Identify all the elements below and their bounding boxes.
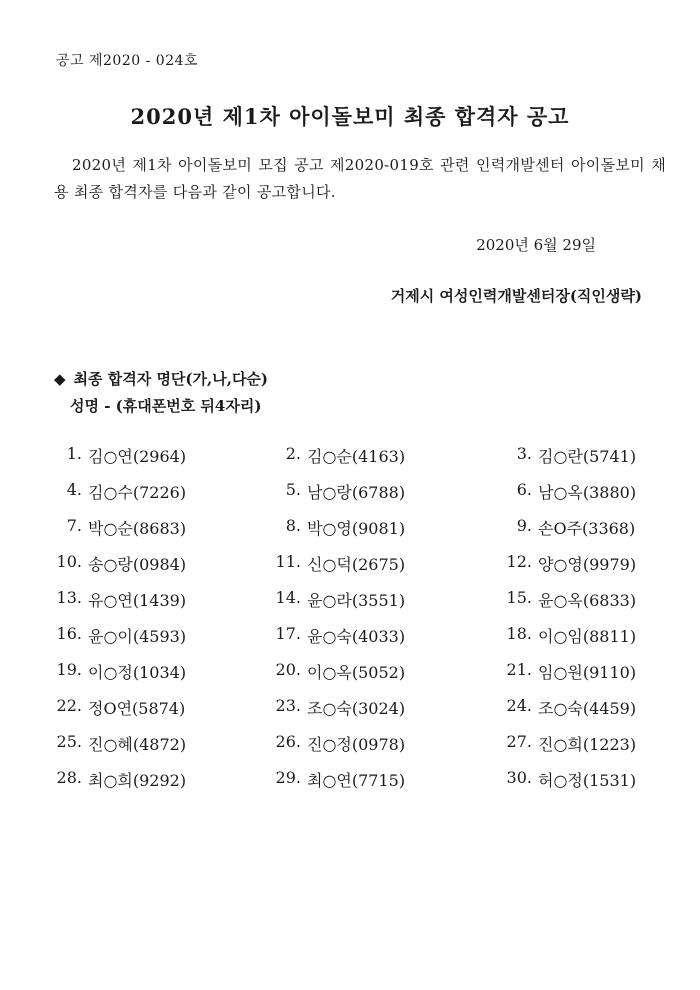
candidate-number: 24. xyxy=(506,696,532,715)
section-heading xyxy=(54,368,268,389)
candidate-name: 김○순(4163) xyxy=(307,447,406,466)
candidate-name: 송○랑(0984) xyxy=(88,555,187,574)
diamond-bullet-icon: ◆ xyxy=(54,370,66,388)
candidate-name: 조○숙(4459) xyxy=(538,699,637,718)
candidate-number: 17. xyxy=(275,624,301,643)
candidate-name: 정O연(5874) xyxy=(88,699,186,718)
candidate-number: 12. xyxy=(506,552,532,571)
candidate-number: 25. xyxy=(56,732,82,751)
candidate-name: 최○연(7715) xyxy=(307,771,406,790)
candidate-name: 김○연(2964) xyxy=(88,447,187,466)
candidate-entry xyxy=(240,516,466,552)
issuer-signature: 거제시 여성인력개발센터장(직인생략) xyxy=(390,287,642,305)
candidate-entry xyxy=(0,480,240,516)
candidate-number: 9. xyxy=(516,516,532,535)
candidate-entry xyxy=(466,624,700,660)
candidate-number: 21. xyxy=(506,660,532,679)
document-title: 2020년 제1차 아이돌보미 최종 합격자 공고 xyxy=(130,104,570,129)
candidate-number: 5. xyxy=(285,480,301,499)
candidate-name: 진○정(0978) xyxy=(307,735,406,754)
section-heading-text: 최종 합격자 명단(가,나,다순) xyxy=(73,370,269,388)
candidate-entry xyxy=(466,696,700,732)
candidate-entry xyxy=(240,444,466,480)
candidate-name: 윤○옥(6833) xyxy=(538,591,637,610)
candidate-number: 30. xyxy=(506,768,532,787)
candidate-entry xyxy=(0,696,240,732)
candidate-number: 19. xyxy=(56,660,82,679)
candidate-name: 남○옥(3880) xyxy=(538,483,637,502)
candidate-entry xyxy=(0,552,240,588)
candidate-number: 4. xyxy=(66,480,82,499)
candidate-name: 박○영(9081) xyxy=(307,519,406,538)
candidate-entry xyxy=(466,660,700,696)
candidate-name: 이○옥(5052) xyxy=(307,663,406,682)
candidate-name: 조○숙(3024) xyxy=(307,699,406,718)
candidate-entry xyxy=(466,552,700,588)
candidate-name: 진○희(1223) xyxy=(538,735,637,754)
candidate-entry xyxy=(240,732,466,768)
candidate-entry xyxy=(466,732,700,768)
candidate-name: 박○순(8683) xyxy=(88,519,187,538)
candidate-name: 김○수(7226) xyxy=(88,483,187,502)
candidate-entry xyxy=(240,768,466,804)
candidate-entry xyxy=(0,588,240,624)
candidate-number: 23. xyxy=(275,696,301,715)
candidate-entry xyxy=(0,732,240,768)
candidate-number: 7. xyxy=(66,516,82,535)
candidate-name: 윤○숙(4033) xyxy=(307,627,406,646)
candidate-number: 16. xyxy=(56,624,82,643)
candidate-number: 6. xyxy=(516,480,532,499)
candidate-name: 윤○이(4593) xyxy=(88,627,187,646)
candidate-entry xyxy=(0,768,240,804)
candidate-name: 양○영(9979) xyxy=(538,555,637,574)
candidate-name: 이○임(8811) xyxy=(538,627,637,646)
candidate-number: 20. xyxy=(275,660,301,679)
candidate-entry xyxy=(240,552,466,588)
candidate-entry xyxy=(240,588,466,624)
candidate-name: 유○연(1439) xyxy=(88,591,187,610)
candidate-number: 1. xyxy=(66,444,82,463)
candidate-number: 27. xyxy=(506,732,532,751)
candidate-number: 28. xyxy=(56,768,82,787)
notice-number: 공고 제2020 - 024호 xyxy=(56,53,199,69)
candidate-name: 허○정(1531) xyxy=(538,771,637,790)
candidate-number: 22. xyxy=(56,696,82,715)
candidate-name: 남○랑(6788) xyxy=(307,483,406,502)
candidate-name: 진○혜(4872) xyxy=(88,735,187,754)
candidate-number: 14. xyxy=(275,588,301,607)
section-subheading: 성명 - (휴대폰번호 뒤4자리) xyxy=(70,397,262,415)
candidate-number: 2. xyxy=(285,444,301,463)
candidate-number: 10. xyxy=(56,552,82,571)
candidate-entry xyxy=(0,660,240,696)
candidate-number: 13. xyxy=(56,588,82,607)
candidate-number: 8. xyxy=(285,516,301,535)
candidate-name: 임○원(9110) xyxy=(538,663,637,682)
candidate-entry xyxy=(240,624,466,660)
candidate-number: 15. xyxy=(506,588,532,607)
candidate-entry xyxy=(466,768,700,804)
candidate-entry xyxy=(466,516,700,552)
candidate-entry xyxy=(466,480,700,516)
candidate-name: 손O주(3368) xyxy=(538,519,636,538)
candidate-name: 김○란(5741) xyxy=(538,447,637,466)
candidate-entry xyxy=(466,588,700,624)
candidate-number: 3. xyxy=(516,444,532,463)
candidate-name: 윤○라(3551) xyxy=(307,591,406,610)
candidate-entry xyxy=(240,480,466,516)
successful-candidates-list xyxy=(0,444,700,804)
candidate-name: 최○희(9292) xyxy=(88,771,187,790)
candidate-name: 이○정(1034) xyxy=(88,663,187,682)
candidate-entry xyxy=(0,624,240,660)
candidate-number: 18. xyxy=(506,624,532,643)
announcement-body: 2020년 제1차 아이돌보미 모집 공고 제2020-019호 관련 인력개발센터 아이돌보미 채용 최종 합격자를 다음과 같이 공고합니다. xyxy=(54,156,666,201)
candidate-number: 29. xyxy=(275,768,301,787)
candidate-entry xyxy=(466,444,700,480)
candidate-entry xyxy=(0,444,240,480)
candidate-entry xyxy=(240,660,466,696)
candidate-number: 26. xyxy=(275,732,301,751)
candidate-entry xyxy=(240,696,466,732)
announcement-date: 2020년 6월 29일 xyxy=(476,236,596,254)
candidate-name: 신○덕(2675) xyxy=(307,555,406,574)
candidate-entry xyxy=(0,516,240,552)
candidate-number: 11. xyxy=(275,552,301,571)
